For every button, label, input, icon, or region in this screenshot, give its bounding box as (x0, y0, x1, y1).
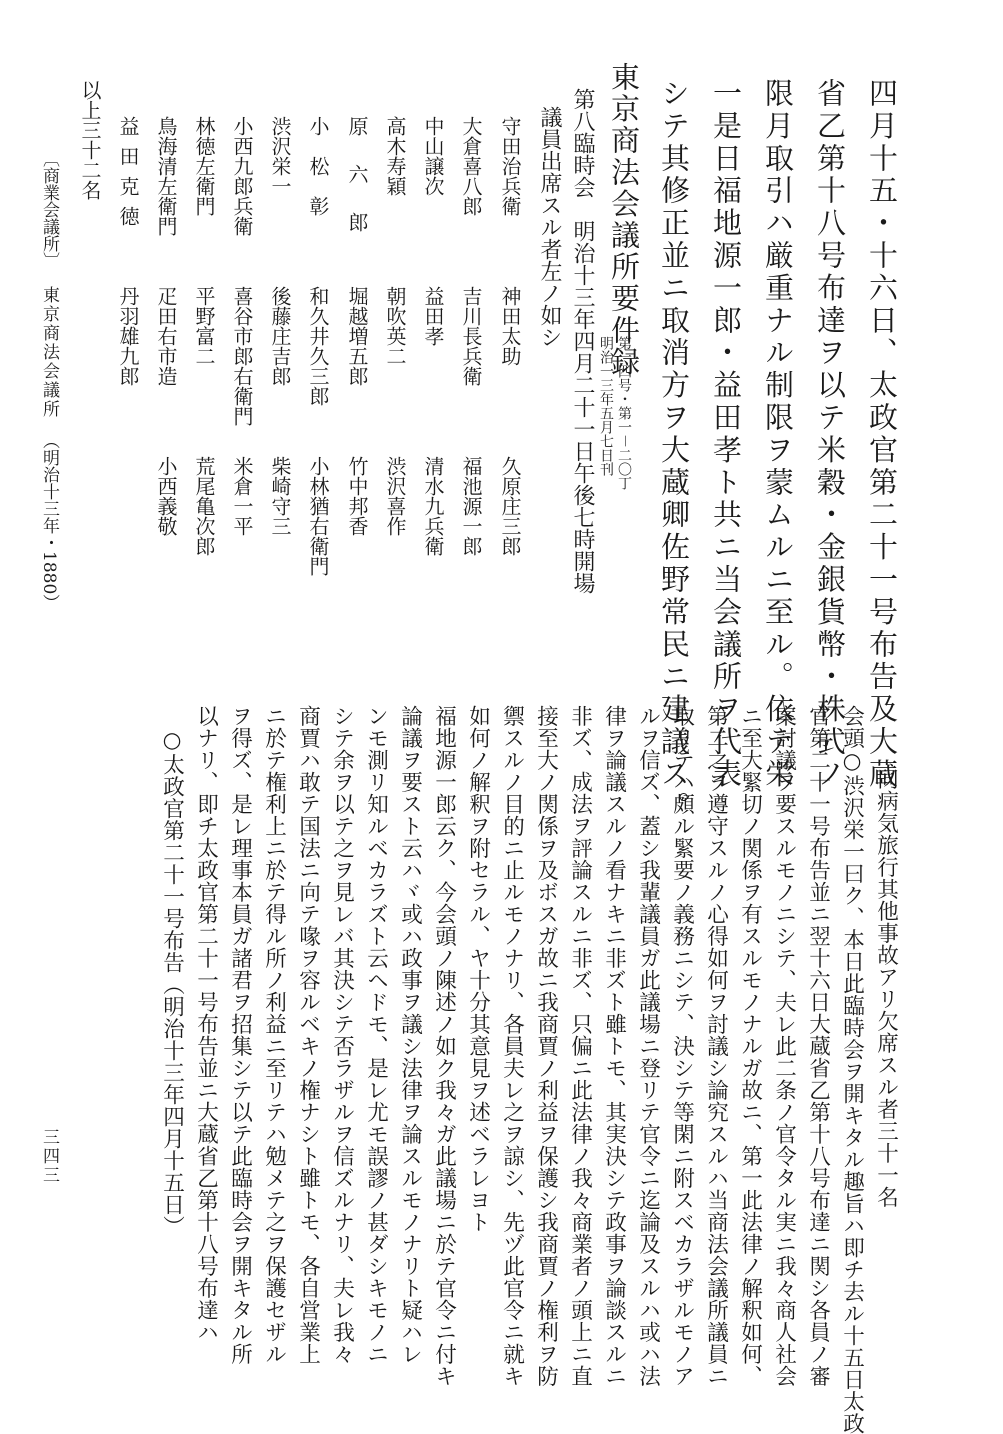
issue-note-line: 明治一三年五月七日刊 (598, 336, 614, 476)
lower-paragraph-line: ○太政官第二十一号布告（明治十三年四月十五日） (159, 728, 185, 1238)
lower-paragraph-line: 官第二十一号布告並ニ翌十六日大蔵省乙第十八号布達ニ関シ各員ノ審 (805, 705, 831, 1387)
attendee-name: 小西義敬 (154, 456, 178, 536)
lower-paragraph-line: 律ヲ論議スルノ看ナキニ非ズト雖トモ、其実決シテ政事ヲ論談スルニ (601, 705, 627, 1387)
attendee-name: 喜谷市郎右衛門 (230, 286, 254, 426)
attendee-name: 大倉喜八郎 (459, 116, 483, 216)
attendee-name: 小西九郎兵衛 (230, 116, 254, 236)
footer-source: 東京商法会議所 (39, 286, 59, 419)
attendee-name: 和久井久三郎 (306, 286, 330, 406)
footer-category: 〔商業会議所〕 (39, 150, 59, 269)
attendee-name: 中山譲次 (421, 116, 445, 196)
attendee-name: 清水九兵衛 (421, 456, 445, 556)
top-paragraph-line: 四月十五・十六日、太政官第二十一号布告及大蔵 (865, 78, 899, 791)
attendees-intro: 議員出席スル者左ノ如シ (537, 106, 562, 348)
lower-paragraph-line: 第二之ヲ遵守スルノ心得如何ヲ討議シ論究スルハ当商法会議所議員ニ (703, 705, 729, 1387)
lower-paragraph-line: 同病気旅行其他事故アリ欠席スル者三十一名 (873, 768, 899, 1208)
lower-paragraph-line: 禦スルノ目的ニ止ルモノナリ、各員夫レ之ヲ諒シ、先ヅ此官令ニ就キ (499, 705, 525, 1387)
lower-paragraph-line: ヲ得ズ、是レ理事本員ガ諸君ヲ招集シテ以テ此臨時会ヲ開キタル所 (227, 705, 253, 1365)
attendee-name: 高木寿穎 (383, 116, 407, 196)
lower-paragraph-line: 案討議ヲ要スルモノニシテ、夫レ此二条ノ官令タル実ニ我々商人社会 (771, 705, 797, 1387)
attendee-name: 柴崎守三 (268, 456, 292, 536)
lower-paragraph-line: 接至大ノ関係ヲ及ボスガ故ニ我商賈ノ利益ヲ保護シ我商賈ノ権利ヲ防 (533, 705, 559, 1387)
attendee-name: 朝吹英二 (383, 286, 407, 366)
attendee-name: 神田太助 (498, 286, 522, 366)
attendee-name: 丹羽雄九郎 (116, 286, 140, 386)
footer-date: （明治十三年・1880） (39, 432, 59, 612)
lower-paragraph-line: 以ナリ、即チ太政官第二十一号布告並ニ大蔵省乙第十八号布達ハ (193, 705, 219, 1343)
lower-paragraph-line: 商賈ハ敢テ国法ニ向テ喙ヲ容ルベキノ権ナシト雖トモ、各自営業上 (295, 705, 321, 1365)
top-paragraph-line: シテ其修正並ニ取消方ヲ大蔵卿佐野常民ニ建議ス。 (657, 78, 691, 824)
attendee-name: 益田克徳 (116, 116, 140, 236)
top-paragraph-line: 限月取引ハ厳重ナル制限ヲ蒙ムルニ至ル。依テ栄 (761, 78, 795, 791)
attendee-name: 益田孝 (421, 286, 445, 346)
attendee-name: 守田治兵衛 (498, 116, 522, 216)
attendee-name: 渋沢喜作 (383, 456, 407, 536)
issue-note-line: 第一四号・第一－二〇丁 (616, 336, 632, 490)
lower-paragraph-line: 会頭○渋沢栄一曰ク、本日此臨時会ヲ開キタル趣旨ハ即チ去ル十五日太政 (839, 705, 865, 1434)
page-number: 三四三 (39, 1128, 59, 1185)
lower-paragraph-line: 如何ノ解釈ヲ附セラル、ヤ十分其意見ヲ述ベラレヨト (465, 705, 491, 1233)
attendee-name: 渋沢栄一 (268, 116, 292, 196)
record-title: 東京商法会議所要件録 (607, 62, 641, 378)
attendee-name: 吉川長兵衛 (459, 286, 483, 386)
attendee-name: 福池源一郎 (459, 456, 483, 556)
attendee-name: 林徳左衛門 (192, 116, 216, 216)
attendee-name: 平野富二 (192, 286, 216, 366)
attendee-name: 竹中邦香 (345, 456, 369, 536)
lower-paragraph-line: 非ズ、成法ヲ評論スルニ非ズ、只偏ニ此法律ノ我々商業者ノ頭上ニ直 (567, 705, 593, 1387)
top-paragraph-line: 一是日福地源一郎・益田孝ト共ニ当会議所ヲ代表 (709, 78, 743, 791)
attendee-name: 荒尾亀次郎 (192, 456, 216, 556)
lower-paragraph-line: 論議ヲ要スト云ハヾ或ハ政事ヲ議シ法律ヲ論スルモノナリト疑ハレ (397, 705, 423, 1365)
attendee-name: 米倉一平 (230, 456, 254, 536)
lower-paragraph-line: ルヲ信ズ、蓋シ我輩議員ガ此議場ニ登リテ官令ニ迄論及スルハ或ハ法 (635, 705, 661, 1387)
lower-paragraph-line: 福地源一郎云ク、今会頭ノ陳述ノ如ク我々ガ此議場ニ於テ官令ニ付キ (431, 705, 457, 1387)
attendee-name: 堀越増五郎 (345, 286, 369, 386)
lower-paragraph-line: 取リテハ頗ル緊要ノ義務ニシテ、決シテ等閑ニ附スベカラザルモノア (669, 705, 695, 1387)
attendee-name: 小林猶右衛門 (306, 456, 330, 576)
attendee-name: 久原庄三郎 (498, 456, 522, 556)
top-paragraph-line: 省乙第十八号布達ヲ以テ米穀・金銀貨幣・株式ノ (813, 78, 847, 791)
attendee-name: 原六郎 (345, 116, 369, 260)
attendee-name: 疋田右市造 (154, 286, 178, 386)
lower-paragraph-line: ニ至大緊切ノ関係ヲ有スルモノナルガ故ニ、第一此法律ノ解釈如何、 (737, 705, 763, 1387)
attendee-name: 鳥海清左衛門 (154, 116, 178, 236)
lower-paragraph-line: ニ於テ権利上ニ於テ得ル所ノ利益ニ至リテハ勉メテ之ヲ保護セザル (261, 705, 287, 1365)
lower-paragraph-line: シテ余ヲ以テ之ヲ見レバ其決シテ否ラザルヲ信ズルナリ、夫レ我々 (329, 705, 355, 1365)
attendee-name: 小松彰 (306, 116, 330, 236)
attendee-name: 後藤庄吉郎 (268, 286, 292, 386)
lower-paragraph-line: ンモ測リ知ルベカラズト云ヘドモ、是レ尤モ誤謬ノ甚ダシキモノニ (363, 705, 389, 1365)
meeting-line: 第八臨時会 明治十三年四月二十一日午後七時開場 (570, 88, 595, 594)
total-count: 以上三十二名 (78, 80, 102, 200)
